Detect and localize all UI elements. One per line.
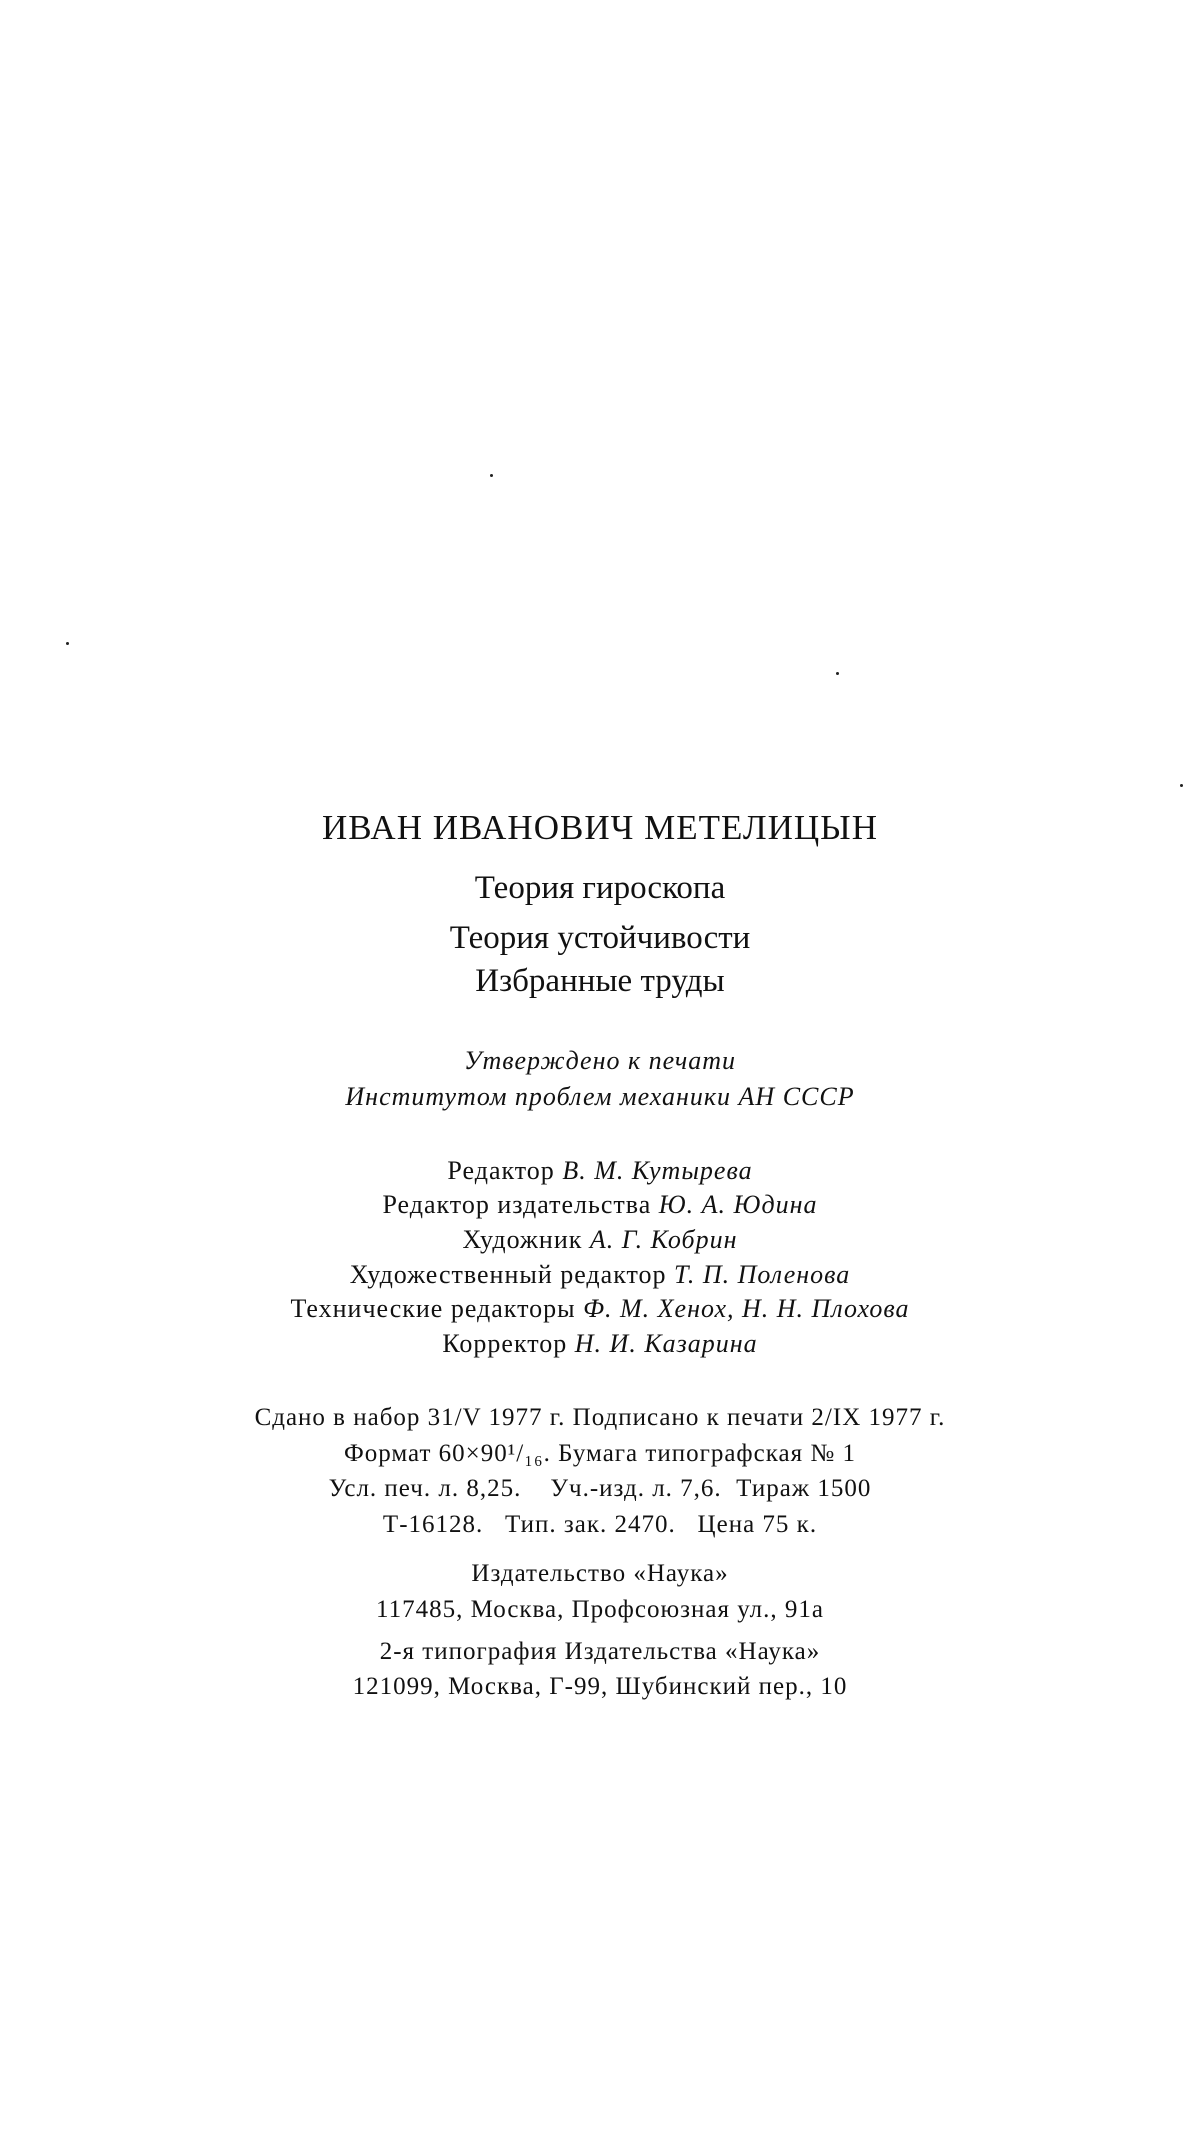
credit-proofreader [0,1329,1200,1359]
publisher-address: 117485, Москва, Профсоюзная ул., 91а [376,1596,824,1623]
credit-names: Н. И. Казарина [574,1329,758,1358]
credit-role: Художник [462,1225,583,1254]
credit-art-editor [0,1260,1200,1290]
imprint-order: Т-16128. Тип. зак. 2470. Цена 75 к. [382,1511,818,1538]
credit-role: Редактор издательства [382,1190,652,1219]
publisher-name: Издательство «Наука» [471,1560,729,1587]
ink-speck [1180,784,1183,787]
credit-role: Редактор [447,1156,555,1185]
credit-role: Технические редакторы [290,1294,576,1323]
ink-speck [836,672,839,675]
credit-publishing-editor [0,1190,1200,1220]
credit-names: Ф. М. Хенох, Н. Н. Плохова [583,1294,910,1323]
ink-speck [66,642,69,645]
credit-names: А. Г. Кобрин [589,1225,738,1254]
imprint-dates: Сдано в набор 31/V 1977 г. Подписано к печати 2/IX 1977 г. [254,1404,946,1431]
credit-names: Ю. А. Юдина [658,1190,818,1219]
credit-technical-editors [0,1294,1200,1324]
author-name: ИВАН ИВАНОВИЧ МЕТЕЛИЦЫН [322,808,878,847]
imprint-format: Формат 60×90¹/₁₆. Бумага типографская № 1 [344,1440,856,1467]
approval-line-2: Институтом проблем механики АН СССР [345,1082,855,1111]
printer-address: 121099, Москва, Г-99, Шубинский пер., 10 [352,1673,848,1700]
printer-name: 2-я типография Издательства «Наука» [379,1638,821,1665]
book-title-2: Теория устойчивости [449,920,751,956]
credit-names: В. М. Кутырева [562,1156,753,1185]
book-title-3: Избранные труды [475,963,725,999]
book-title-1: Теория гироскопа [474,870,726,906]
credit-names: Т. П. Поленова [674,1260,851,1289]
credit-role: Художественный редактор [349,1260,667,1289]
credit-role: Корректор [442,1329,568,1358]
imprint-sheets: Усл. печ. л. 8,25. Уч.-изд. л. 7,6. Тираж 1500 [328,1475,872,1502]
credit-artist [0,1225,1200,1255]
approval-line-1: Утверждено к печати [463,1046,737,1075]
ink-speck [490,474,493,477]
credit-editor [0,1156,1200,1186]
